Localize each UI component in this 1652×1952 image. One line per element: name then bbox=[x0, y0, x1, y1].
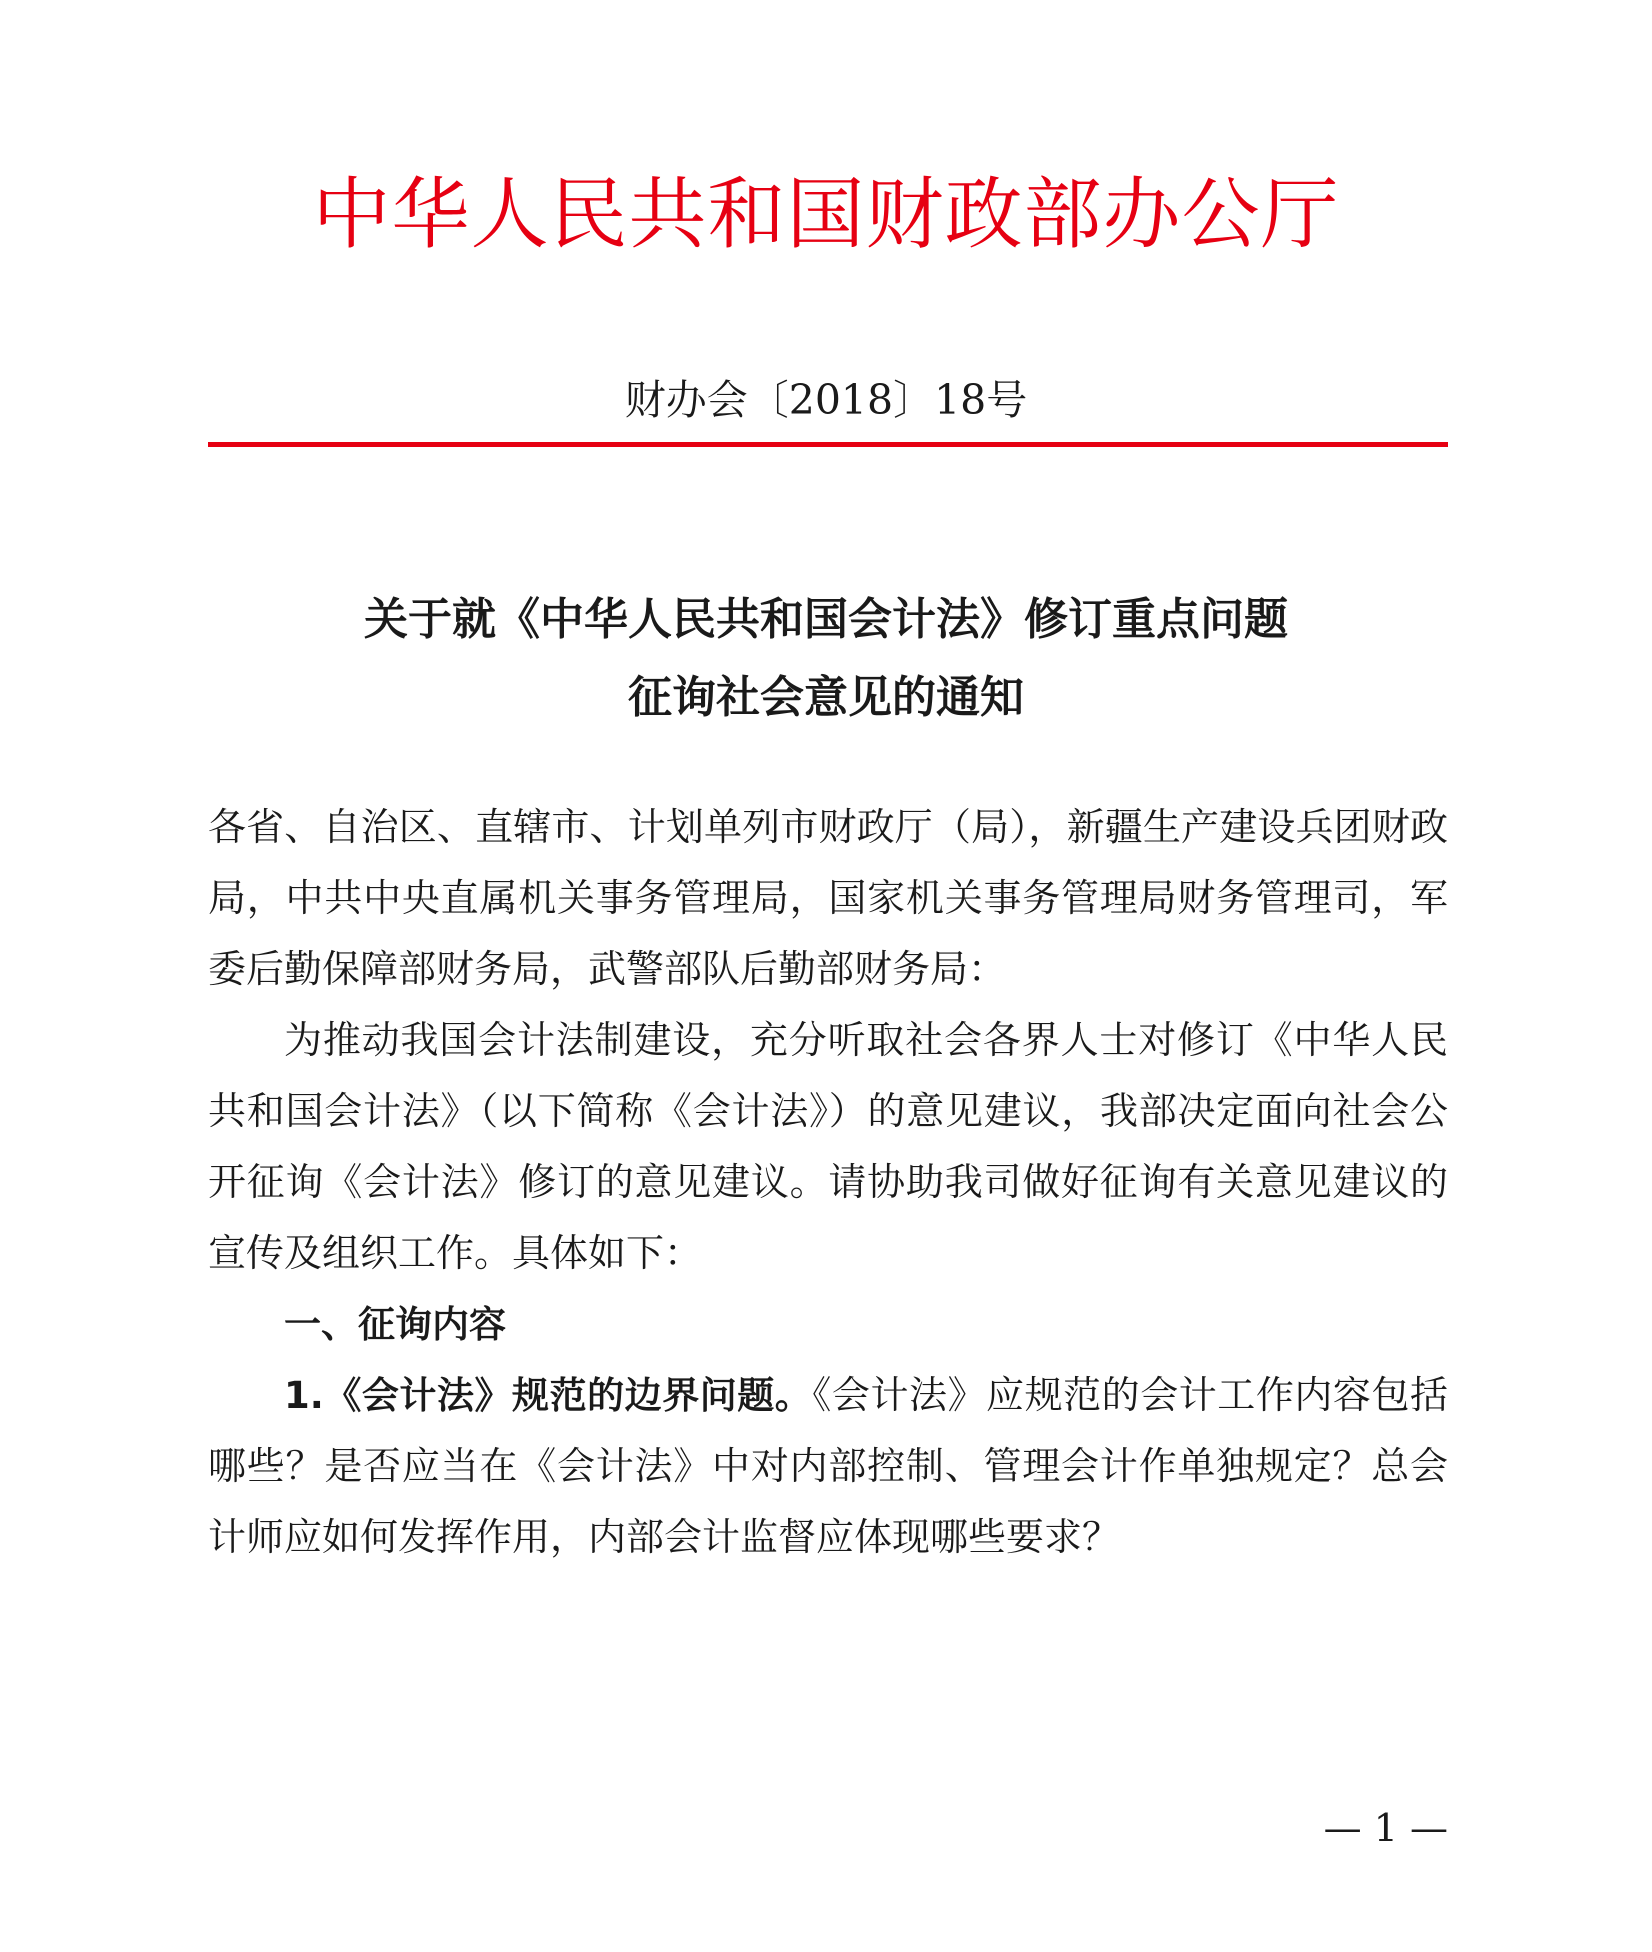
intro-paragraph: 为推动我国会计法制建设，充分听取社会各界人士对修订《中华人民共和国会计法》（以下简称《会计法》）的意见建议，我部决定面向社会公开征询《会计法》修订的意见建议。请协助我司做好征询有关意见建议的宣传及组织工作。具体如下： bbox=[208, 1018, 1448, 1275]
document-number: 财办会〔2018〕18号 bbox=[624, 376, 1028, 424]
document-title-line-1: 关于就《中华人民共和国会计法》修订重点问题 bbox=[364, 594, 1288, 645]
item-1-lead: 1.《会计法》规范的边界问题。 bbox=[284, 1374, 813, 1417]
document-body bbox=[208, 792, 1448, 1573]
page-number: — 1 — bbox=[1323, 1806, 1448, 1850]
red-separator-line bbox=[208, 442, 1448, 447]
section-heading bbox=[208, 1289, 1448, 1360]
addressees-paragraph: 各省、自治区、直辖市、计划单列市财政厅（局），新疆生产建设兵团财政局，中共中央直属机关事务管理局，国家机关事务管理局财务管理司，军委后勤保障部财务局，武警部队后勤部财务局： bbox=[208, 805, 1448, 991]
section-1-heading: 一、征询内容 bbox=[284, 1303, 506, 1346]
document-title-line-2: 征询社会意见的通知 bbox=[628, 672, 1024, 723]
item-1-text: 《会计法》应规范的会计工作内容包括哪些？是否应当在《会计法》中对内部控制、管理会计作单独规定？总会计师应如何发挥作用，内部会计监督应体现哪些要求？ bbox=[208, 1373, 1448, 1559]
issuer-masthead: 中华人民共和国财政部办公厅 bbox=[312, 170, 1340, 260]
item-1-paragraph bbox=[208, 1360, 1448, 1573]
